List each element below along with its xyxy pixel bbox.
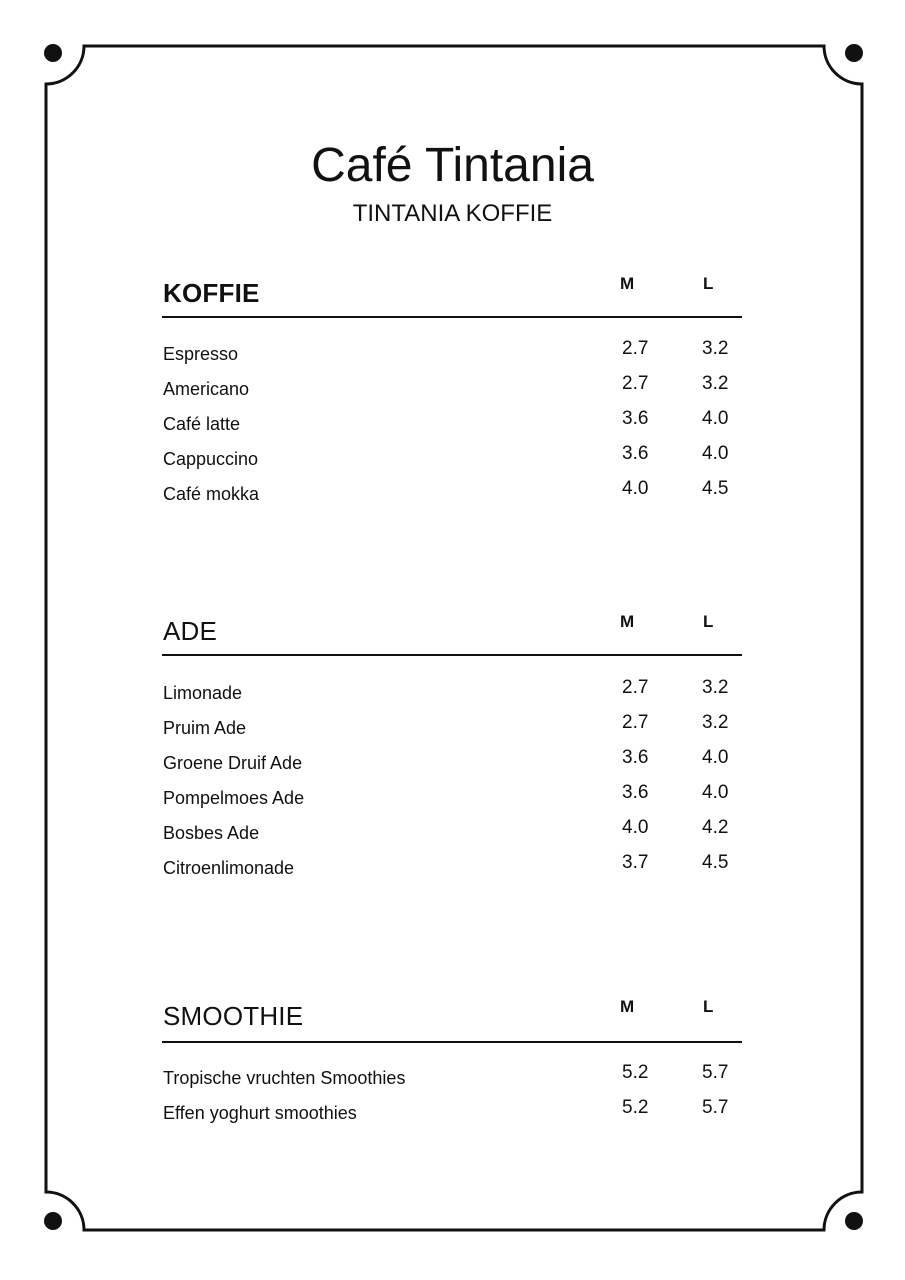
corner-dot-icon [44,1212,62,1230]
price-l: 5.7 [702,1097,729,1118]
price-m: 5.2 [622,1062,649,1083]
item-name: Bosbes Ade [163,823,260,843]
item-name: Espresso [163,344,239,364]
menu-item [162,712,742,747]
section-smoothie [162,997,742,1123]
section-title: KOFFIE [163,278,260,308]
item-list [162,1062,742,1132]
corner-dot-icon [845,44,863,62]
column-header-m: M [620,274,635,293]
menu-item [162,338,742,373]
column-header-m: M [620,997,635,1016]
corner-dot-icon [44,44,62,62]
price-m: 2.7 [622,712,649,733]
item-name: Pruim Ade [163,718,247,738]
section-title: ADE [163,616,218,646]
price-l: 4.0 [702,782,729,803]
price-m: 3.6 [622,747,649,768]
item-name: Groene Druif Ade [163,753,303,773]
column-header-l: L [703,997,714,1016]
menu-item [162,852,742,887]
price-l: 3.2 [702,677,729,698]
section-koffie [162,274,742,504]
section-divider [162,1041,742,1043]
item-name: Tropische vruchten Smoothies [163,1068,406,1088]
price-l: 4.5 [702,478,729,499]
item-name: Citroenlimonade [163,858,295,878]
price-l: 4.0 [702,747,729,768]
menu-item [162,747,742,782]
column-header-m: M [620,612,635,631]
price-l: 3.2 [702,712,729,733]
item-name: Café mokka [163,484,260,504]
price-l: 3.2 [702,373,729,394]
price-m: 4.0 [622,478,649,499]
price-l: 4.0 [702,443,729,464]
menu-item [162,1062,742,1097]
corner-dot-icon [845,1212,863,1230]
section-divider [162,654,742,656]
price-m: 3.7 [622,852,649,873]
page-title: Café Tintania [311,139,594,192]
price-l: 4.5 [702,852,729,873]
column-header-l: L [703,274,714,293]
column-header-l: L [703,612,714,631]
menu-item [162,408,742,443]
price-m: 3.6 [622,782,649,803]
price-l: 4.0 [702,408,729,429]
section-divider [162,316,742,318]
item-name: Limonade [163,683,243,703]
item-name: Americano [163,379,250,399]
price-m: 5.2 [622,1097,649,1118]
item-list [162,677,742,887]
price-l: 4.2 [702,817,729,838]
menu-item [162,677,742,712]
price-m: 3.6 [622,443,649,464]
menu-item [162,373,742,408]
item-name: Effen yoghurt smoothies [163,1103,357,1123]
menu-item [162,443,742,478]
menu-item [162,817,742,852]
menu-item [162,1097,742,1132]
menu-item [162,478,742,513]
section-header [162,612,742,656]
price-m: 4.0 [622,817,649,838]
price-l: 3.2 [702,338,729,359]
price-l: 5.7 [702,1062,729,1083]
section-title: SMOOTHIE [163,1001,304,1031]
item-list [162,338,742,513]
price-m: 2.7 [622,338,649,359]
item-name: Pompelmoes Ade [163,788,305,808]
price-m: 2.7 [622,373,649,394]
item-name: Café latte [163,414,241,434]
section-header [162,997,742,1041]
section-header [162,274,742,318]
menu-item [162,782,742,817]
price-m: 3.6 [622,408,649,429]
page-subtitle: TINTANIA KOFFIE [352,200,553,227]
section-ade [162,612,742,878]
item-name: Cappuccino [163,449,259,469]
price-m: 2.7 [622,677,649,698]
